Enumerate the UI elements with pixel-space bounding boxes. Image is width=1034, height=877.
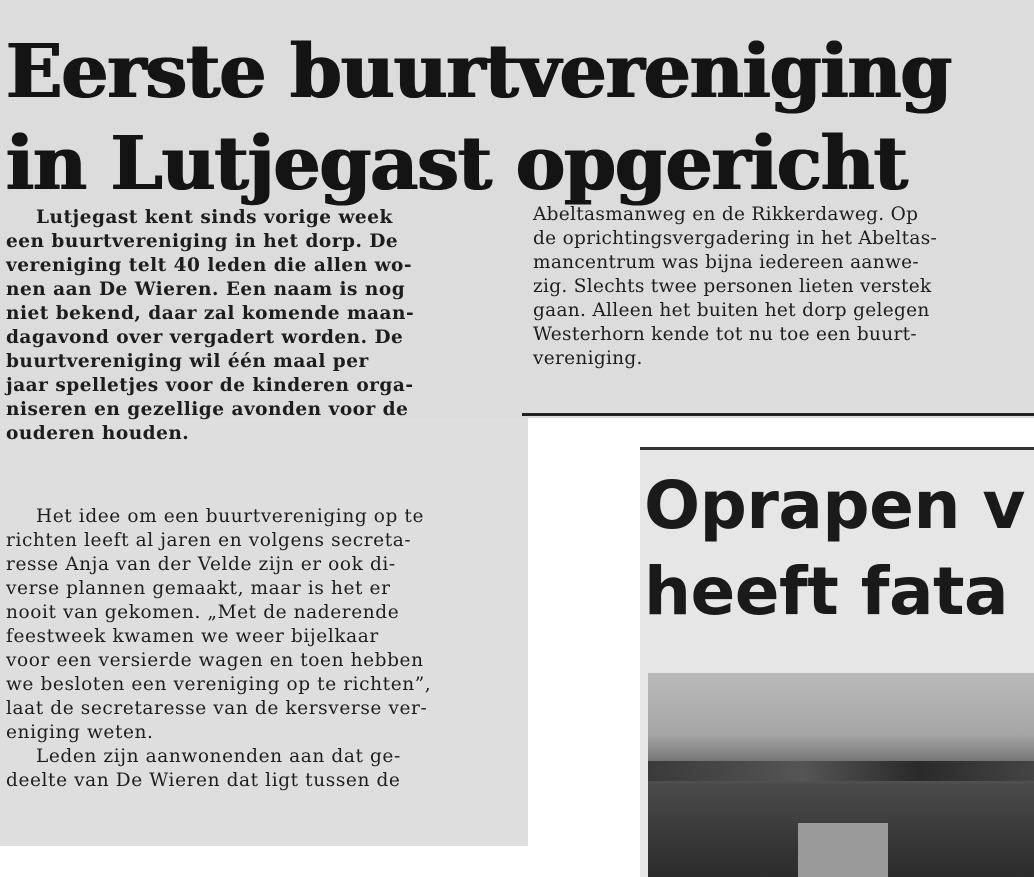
article-body: [6, 505, 431, 793]
article-column-right: [533, 203, 937, 371]
text-line: eniging weten.: [6, 722, 154, 743]
text-line: zig. Slechts twee personen lieten verstek: [533, 276, 932, 297]
news-photo: [648, 673, 1034, 877]
text-line: Abeltasmanweg en de Rikkerdaweg. Op: [533, 204, 919, 225]
text-line: vereniging telt 40 leden die allen wo-: [6, 255, 413, 276]
text-line: Leden zijn aanwonenden aan dat ge-: [36, 746, 401, 767]
text-line: ouderen houden.: [6, 423, 190, 444]
clipping-top-rule: [640, 447, 1034, 450]
text-line: richten leeft al jaren en volgens secreta-: [6, 530, 412, 551]
text-line: verse plannen gemaakt, maar is het er: [6, 578, 391, 599]
article-headline: [6, 26, 951, 210]
text-line: jaar spelletjes voor de kinderen orga-: [6, 375, 414, 396]
photo-treeline: [648, 761, 1034, 781]
photo-highlight: [798, 823, 888, 877]
text-line: laat de secretaresse van de kersverse ver-: [6, 698, 428, 719]
headline-line-1: Oprapen v: [644, 467, 1025, 544]
headline-line-1: Eerste buurtvereniging: [6, 29, 952, 115]
text-line: niet bekend, daar zal komende maan-: [6, 303, 415, 324]
text-line: we besloten een vereniging op te richten”,: [6, 674, 432, 695]
second-article-headline: [644, 463, 1025, 635]
text-line: nooit van gekomen. „Met de naderende: [6, 602, 400, 623]
column-divider-rule: [522, 413, 1034, 416]
text-line: nen aan De Wieren. Een naam is nog: [6, 279, 406, 300]
text-line: feestweek kwamen we weer bijelkaar: [6, 626, 379, 647]
text-line: een buurtvereniging in het dorp. De: [6, 231, 399, 252]
text-line: Het idee om een buurtvereniging op te: [36, 506, 424, 527]
text-line: resse Anja van der Velde zijn er ook di-: [6, 554, 396, 575]
text-line: buurtvereniging wil één maal per: [6, 351, 369, 372]
headline-line-2: in Lutjegast opgericht: [6, 121, 907, 207]
text-line: mancentrum was bijna iedereen aanwe-: [533, 252, 919, 273]
text-line: gaan. Alleen het buiten het dorp gelegen: [533, 300, 930, 321]
text-line: Lutjegast kent sinds vorige week: [36, 207, 393, 228]
text-line: Westerhorn kende tot nu toe een buurt-: [533, 324, 917, 345]
text-line: deelte van De Wieren dat ligt tussen de: [6, 770, 401, 791]
text-line: dagavond over vergadert worden. De: [6, 327, 404, 348]
second-article-clipping: [640, 447, 1034, 877]
headline-line-2: heeft fata: [644, 553, 1009, 630]
text-line: voor een versierde wagen en toen hebben: [6, 650, 424, 671]
text-line: de oprichtingsvergadering in het Abeltas-: [533, 228, 938, 249]
article-intro: [6, 206, 414, 446]
text-line: niseren en gezellige avonden voor de: [6, 399, 409, 420]
text-line: vereniging.: [533, 348, 643, 369]
